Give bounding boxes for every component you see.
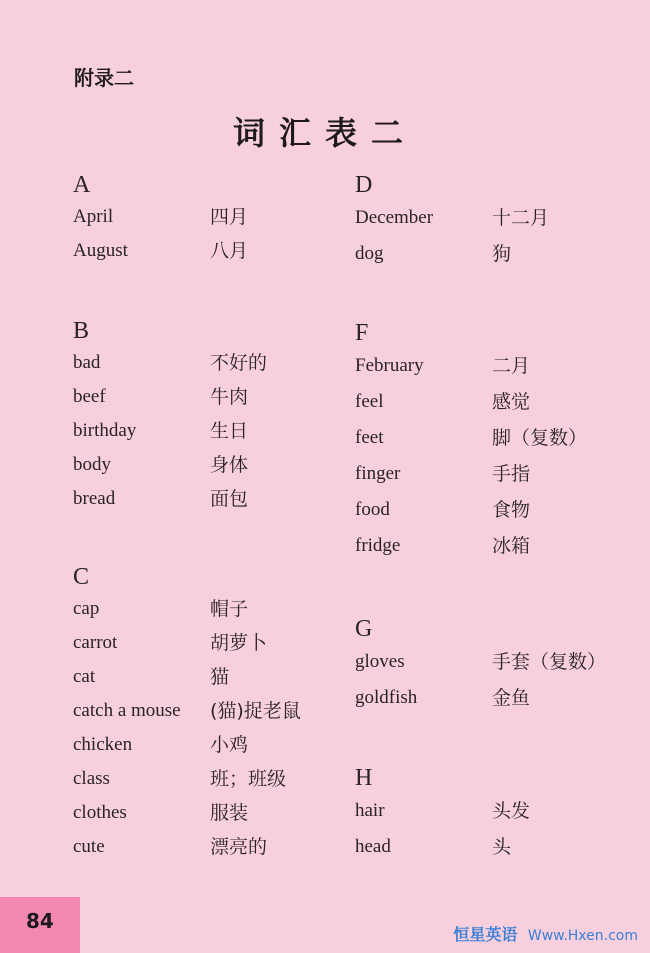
vocab-entry: [73, 830, 353, 864]
vocab-meaning: 手套（复数）: [492, 651, 607, 673]
appendix-label: 附录二: [74, 66, 134, 90]
vocab-meaning: 牛肉: [210, 386, 249, 408]
vocab-entry: [355, 200, 635, 236]
section-letter: F: [355, 320, 369, 346]
vocab-meaning: 四月: [210, 206, 249, 228]
vocab-meaning: 二月: [492, 355, 531, 377]
vocab-entry: [73, 414, 353, 448]
vocab-meaning: 小鸡: [210, 734, 249, 756]
section-letter: G: [355, 616, 373, 642]
vocab-meaning: 漂亮的: [210, 836, 268, 858]
vocab-word: beef: [73, 386, 106, 407]
vocab-word: cat: [73, 666, 96, 687]
vocab-word: head: [355, 836, 391, 857]
vocab-entry: [355, 456, 635, 492]
watermark: [453, 922, 638, 945]
vocab-word: bad: [73, 352, 101, 373]
vocab-word: food: [355, 499, 390, 520]
watermark-brand: 恒星英语: [453, 925, 518, 944]
vocab-meaning: (猫)捉老鼠: [210, 700, 301, 722]
vocab-meaning: 十二月: [492, 207, 550, 229]
section-letter: A: [73, 172, 91, 198]
vocab-entry: [355, 420, 635, 456]
vocab-word: gloves: [355, 651, 405, 672]
section-letter: C: [73, 564, 90, 590]
vocab-meaning: 身体: [210, 454, 249, 476]
page-number-badge: [0, 897, 80, 953]
vocab-word: chicken: [73, 734, 133, 755]
vocab-entry: [73, 380, 353, 414]
vocab-word: dog: [355, 243, 384, 264]
vocab-word: feel: [355, 391, 384, 412]
section-a: [73, 170, 353, 268]
section-letter: D: [355, 172, 373, 198]
vocab-meaning: 金鱼: [492, 687, 531, 709]
section-b: [73, 316, 353, 516]
vocab-word: bread: [73, 488, 116, 509]
vocab-word: goldfish: [355, 687, 418, 708]
vocab-word: birthday: [73, 420, 137, 441]
section-d: [355, 170, 635, 272]
vocab-meaning: 头: [492, 836, 512, 858]
vocab-meaning: 班；班级: [210, 768, 287, 790]
vocab-meaning: 狗: [492, 243, 512, 265]
page-title: 词汇表二: [232, 114, 417, 152]
vocab-entry: [73, 660, 353, 694]
vocab-meaning: 头发: [492, 800, 531, 822]
vocab-entry: [355, 793, 635, 829]
vocab-entry: [355, 829, 635, 865]
vocab-word: finger: [355, 463, 401, 484]
vocab-meaning: 生日: [210, 420, 249, 442]
vocab-word: August: [73, 240, 128, 261]
vocab-entry: [73, 728, 353, 762]
vocab-entry: [73, 448, 353, 482]
vocab-entry: [73, 694, 353, 728]
vocab-meaning: 食物: [492, 499, 531, 521]
vocab-word: cute: [73, 836, 105, 857]
vocab-entry: [73, 234, 353, 268]
vocab-entry: [73, 482, 353, 516]
vocab-meaning: 猫: [210, 666, 230, 688]
vocab-meaning: 脚（复数）: [492, 427, 588, 449]
vocab-entry: [355, 384, 635, 420]
vocab-entry: [355, 492, 635, 528]
vocab-word: carrot: [73, 632, 118, 653]
vocab-word: hair: [355, 800, 385, 821]
vocab-meaning: 面包: [210, 488, 249, 510]
vocab-word: class: [73, 768, 110, 789]
vocab-entry: [355, 236, 635, 272]
vocab-entry: [355, 348, 635, 384]
vocab-word: clothes: [73, 802, 127, 823]
vocab-meaning: 八月: [210, 240, 249, 262]
vocab-meaning: 冰箱: [492, 535, 531, 557]
vocab-meaning: 服装: [210, 802, 249, 824]
section-h: [355, 763, 635, 865]
vocab-entry: [355, 644, 635, 680]
vocab-word: fridge: [355, 535, 401, 556]
vocab-entry: [73, 200, 353, 234]
section-c: [73, 562, 353, 864]
vocab-meaning: 手指: [492, 463, 531, 485]
vocab-entry: [73, 626, 353, 660]
vocab-entry: [73, 346, 353, 380]
vocab-entry: [73, 796, 353, 830]
vocab-entry: [73, 592, 353, 626]
page-number: 84: [26, 909, 54, 933]
vocab-word: April: [73, 206, 114, 227]
vocab-meaning: 帽子: [210, 598, 249, 620]
vocab-meaning: 感觉: [492, 391, 531, 413]
vocab-word: February: [355, 355, 424, 376]
vocab-meaning: 胡萝卜: [210, 632, 268, 654]
vocab-word: December: [355, 207, 434, 228]
vocab-word: cap: [73, 598, 100, 619]
section-g: [355, 614, 635, 716]
section-letter: B: [73, 318, 90, 344]
watermark-url: Www.Hxen.com: [527, 928, 638, 944]
vocab-word: body: [73, 454, 111, 475]
vocab-word: catch a mouse: [73, 700, 181, 721]
vocab-entry: [355, 528, 635, 564]
section-f: [355, 318, 635, 564]
vocab-entry: [73, 762, 353, 796]
section-letter: H: [355, 765, 373, 791]
vocab-meaning: 不好的: [210, 352, 268, 374]
vocab-entry: [355, 680, 635, 716]
vocab-word: feet: [355, 427, 384, 448]
